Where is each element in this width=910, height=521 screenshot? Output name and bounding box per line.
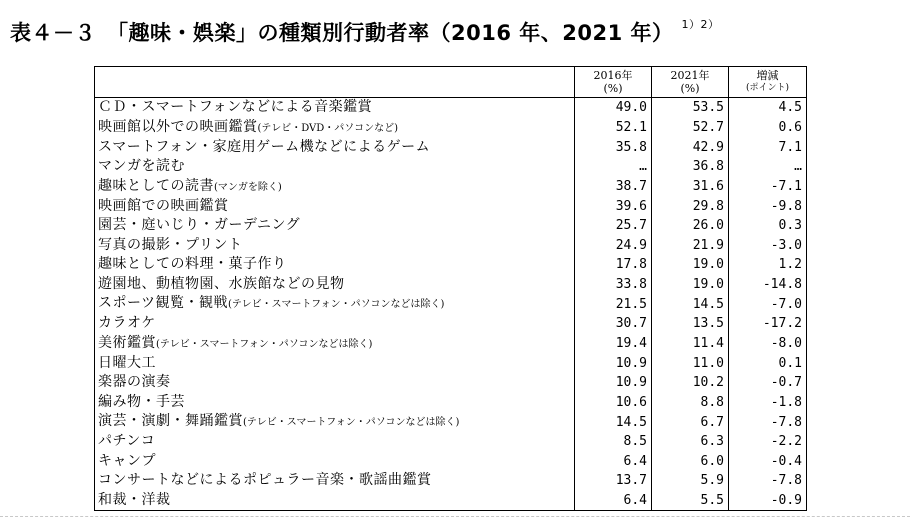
rate-2021: 52.7 xyxy=(652,118,729,138)
header-2021 xyxy=(652,67,729,98)
rate-2021: 53.5 xyxy=(652,98,729,118)
rate-change: 1.2 xyxy=(729,255,807,275)
table-row xyxy=(95,294,807,314)
activity-name: パチンコ xyxy=(98,433,156,450)
rate-2016: 39.6 xyxy=(575,197,652,217)
rate-2016: 52.1 xyxy=(575,118,652,138)
rate-2021: 36.8 xyxy=(652,157,729,177)
activity-label xyxy=(95,236,575,256)
table-row xyxy=(95,334,807,354)
rate-2016: 10.9 xyxy=(575,354,652,374)
activity-name: 映画館での映画鑑賞 xyxy=(98,197,229,214)
rate-2016: 35.8 xyxy=(575,138,652,158)
header-2016-unit: (%) xyxy=(603,82,623,95)
activity-label xyxy=(95,373,575,393)
table-row xyxy=(95,157,807,177)
table-row xyxy=(95,412,807,432)
rate-2021: 10.2 xyxy=(652,373,729,393)
rate-2021: 26.0 xyxy=(652,216,729,236)
activity-label xyxy=(95,197,575,217)
activity-name: スマートフォン・家庭用ゲーム機などによるゲーム xyxy=(98,138,431,155)
activity-rate-table xyxy=(94,66,807,511)
activity-note: (テレビ・DVD・パソコンなど) xyxy=(257,122,398,134)
activity-label xyxy=(95,314,575,334)
table-row xyxy=(95,255,807,275)
rate-2021: 6.7 xyxy=(652,412,729,432)
rate-2021: 29.8 xyxy=(652,197,729,217)
rate-2016: 14.5 xyxy=(575,412,652,432)
activity-label xyxy=(95,412,575,432)
table-row xyxy=(95,471,807,491)
activity-label xyxy=(95,138,575,158)
activity-name: 編み物・手芸 xyxy=(98,393,185,410)
rate-change: 7.1 xyxy=(729,138,807,158)
rate-2016: 8.5 xyxy=(575,432,652,452)
rate-change: -1.8 xyxy=(729,393,807,413)
rate-2016: 25.7 xyxy=(575,216,652,236)
rate-2016: 6.4 xyxy=(575,491,652,511)
rate-change: -0.4 xyxy=(729,452,807,472)
rate-2016: 10.9 xyxy=(575,373,652,393)
activity-label xyxy=(95,393,575,413)
activity-label xyxy=(95,354,575,374)
activity-name: 遊園地、動植物園、水族館などの見物 xyxy=(98,275,345,292)
table-row xyxy=(95,314,807,334)
header-change xyxy=(729,67,807,98)
activity-name: 趣味としての読書 xyxy=(98,177,214,194)
activity-label xyxy=(95,294,575,314)
rate-change: 0.1 xyxy=(729,354,807,374)
rate-2016: 6.4 xyxy=(575,452,652,472)
rate-2021: 21.9 xyxy=(652,236,729,256)
table-body xyxy=(95,98,807,511)
activity-label xyxy=(95,157,575,177)
activity-name: カラオケ xyxy=(98,315,156,332)
rate-2016: 21.5 xyxy=(575,294,652,314)
activity-name: 美術鑑賞 xyxy=(98,334,156,351)
table-row xyxy=(95,98,807,118)
rate-change: -17.2 xyxy=(729,314,807,334)
table-row xyxy=(95,177,807,197)
rate-2021: 6.3 xyxy=(652,432,729,452)
rate-change: -9.8 xyxy=(729,197,807,217)
activity-label xyxy=(95,432,575,452)
activity-name: 映画館以外での映画鑑賞 xyxy=(98,118,258,135)
table-row xyxy=(95,432,807,452)
rate-change: 0.3 xyxy=(729,216,807,236)
rate-2021: 6.0 xyxy=(652,452,729,472)
activity-name: 楽器の演奏 xyxy=(98,374,171,391)
activity-label xyxy=(95,491,575,511)
rate-2021: 13.5 xyxy=(652,314,729,334)
table-row xyxy=(95,393,807,413)
activity-label xyxy=(95,216,575,236)
table-row xyxy=(95,216,807,236)
header-2016 xyxy=(575,67,652,98)
page-bottom-divider xyxy=(0,516,910,517)
title-footnote-marks: 1）2） xyxy=(681,18,720,31)
activity-label xyxy=(95,98,575,118)
table-row xyxy=(95,138,807,158)
rate-2021: 19.0 xyxy=(652,255,729,275)
rate-change: 4.5 xyxy=(729,98,807,118)
rate-2016: 24.9 xyxy=(575,236,652,256)
table-row xyxy=(95,197,807,217)
rate-change: -7.1 xyxy=(729,177,807,197)
activity-name: 趣味としての料理・菓子作り xyxy=(98,256,287,273)
activity-name: 日曜大工 xyxy=(98,354,156,371)
page-title xyxy=(10,16,890,47)
header-2021-unit: (%) xyxy=(680,82,700,95)
activity-name: スポーツ観覧・観戦 xyxy=(98,295,228,311)
rate-2021: 42.9 xyxy=(652,138,729,158)
rate-change: -3.0 xyxy=(729,236,807,256)
activity-name: 和裁・洋裁 xyxy=(98,491,171,508)
rate-2016: … xyxy=(575,157,652,177)
rate-2016: 49.0 xyxy=(575,98,652,118)
table-row xyxy=(95,275,807,295)
activity-note: (テレビ・スマートフォン・パソコンなどは除く) xyxy=(243,417,460,428)
rate-2021: 5.9 xyxy=(652,471,729,491)
activity-name: マンガを読む xyxy=(98,158,185,175)
table-row xyxy=(95,373,807,393)
rate-2016: 10.6 xyxy=(575,393,652,413)
header-2021-year: 2021年 xyxy=(670,69,710,82)
rate-2021: 31.6 xyxy=(652,177,729,197)
rate-change: -0.7 xyxy=(729,373,807,393)
header-change-unit: (ポイント) xyxy=(745,83,790,93)
activity-label xyxy=(95,118,575,138)
rate-change: -7.0 xyxy=(729,294,807,314)
rate-change: -2.2 xyxy=(729,432,807,452)
rate-change: -14.8 xyxy=(729,275,807,295)
table-row xyxy=(95,452,807,472)
activity-label xyxy=(95,255,575,275)
title-text: 表４－３ 「趣味・娯楽」の種類別行動者率（2016 年、2021 年） xyxy=(10,21,674,45)
activity-name: 写真の撮影・プリント xyxy=(98,236,243,253)
rate-2021: 11.0 xyxy=(652,354,729,374)
header-2016-year: 2016年 xyxy=(593,69,633,82)
activity-name: ＣＤ・スマートフォンなどによる音楽鑑賞 xyxy=(98,99,373,116)
activity-note: (マンガを除く) xyxy=(214,181,282,193)
rate-change: 0.6 xyxy=(729,118,807,138)
rate-2016: 17.8 xyxy=(575,255,652,275)
table-row xyxy=(95,354,807,374)
activity-name: コンサートなどによるポピュラー音楽・歌謡曲鑑賞 xyxy=(98,472,432,489)
rate-change: -0.9 xyxy=(729,491,807,511)
rate-change: -7.8 xyxy=(729,412,807,432)
activity-note: (テレビ・スマートフォン・パソコンなどは除く) xyxy=(227,299,445,310)
activity-label xyxy=(95,471,575,491)
activity-name: 演芸・演劇・舞踊鑑賞 xyxy=(98,413,243,429)
rate-2016: 33.8 xyxy=(575,275,652,295)
rate-2016: 13.7 xyxy=(575,471,652,491)
activity-label xyxy=(95,275,575,295)
header-change-title: 増減 xyxy=(756,69,779,82)
rate-2016: 30.7 xyxy=(575,314,652,334)
table-row xyxy=(95,236,807,256)
rate-change: -8.0 xyxy=(729,334,807,354)
rate-2021: 8.8 xyxy=(652,393,729,413)
activity-label xyxy=(95,177,575,197)
rate-change: -7.8 xyxy=(729,471,807,491)
rate-2021: 14.5 xyxy=(652,294,729,314)
activity-name: キャンプ xyxy=(98,452,156,469)
rate-2016: 19.4 xyxy=(575,334,652,354)
rate-2021: 5.5 xyxy=(652,491,729,511)
table-row xyxy=(95,118,807,138)
table-row xyxy=(95,491,807,511)
table-container xyxy=(94,66,806,511)
table-header-row xyxy=(95,67,807,98)
activity-name: 園芸・庭いじり・ガーデニング xyxy=(98,217,301,234)
activity-label xyxy=(95,452,575,472)
rate-2016: 38.7 xyxy=(575,177,652,197)
rate-2021: 11.4 xyxy=(652,334,729,354)
header-label-cell xyxy=(95,67,575,98)
activity-label xyxy=(95,334,575,354)
rate-2021: 19.0 xyxy=(652,275,729,295)
activity-note: (テレビ・スマートフォン・パソコンなどは除く) xyxy=(156,338,373,350)
rate-change: … xyxy=(729,157,807,177)
